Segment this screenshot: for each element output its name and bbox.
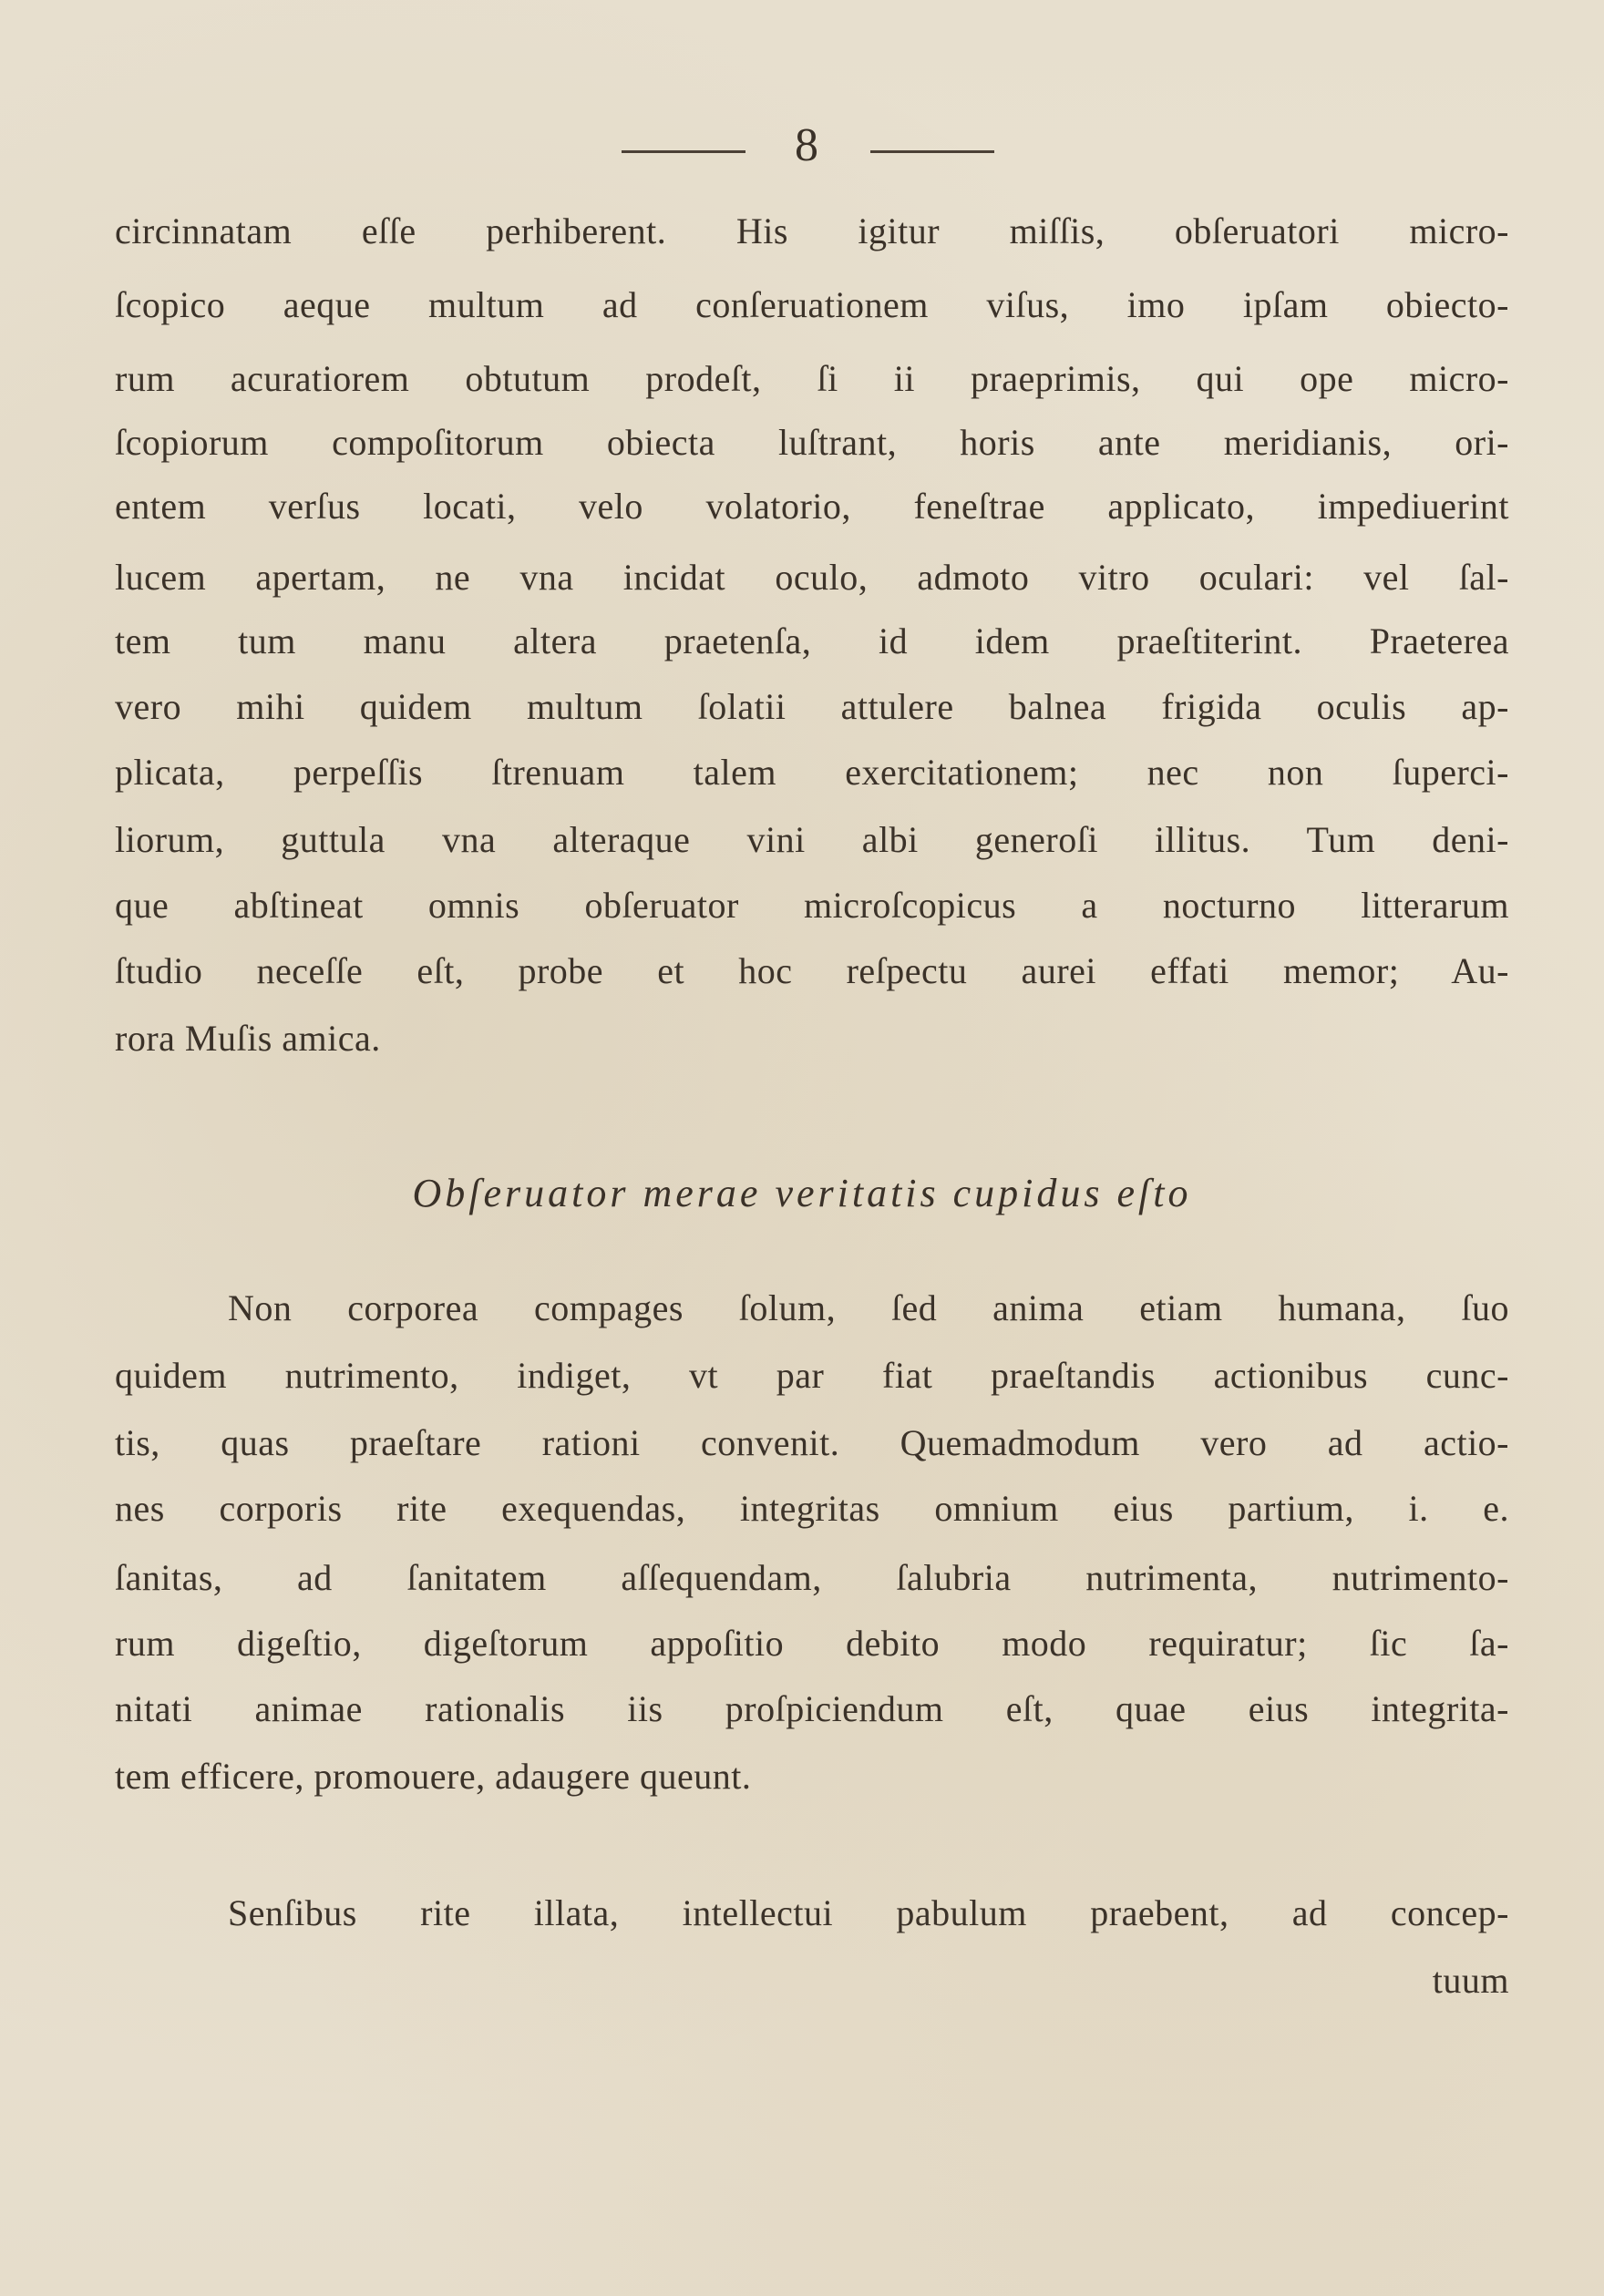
body-line: que abſtineat omnis obſeruator microſcopicus a nocturno litterarum: [115, 885, 1509, 926]
body-line: nitati animae rationalis iis proſpiciendum eſt, quae eius integrita-: [115, 1688, 1509, 1729]
body-line: tis, quas praeſtare rationi convenit. Quemadmodum vero ad actio-: [115, 1422, 1509, 1463]
body-line: ſanitas, ad ſanitatem aſſequendam, ſalubria nutrimenta, nutrimento-: [115, 1557, 1509, 1598]
body-line: plicata, perpeſſis ſtrenuam talem exercitationem; nec non ſuperci-: [115, 752, 1509, 793]
body-line: circinnatam eſſe perhiberent. His igitur miſſis, obſeruatori micro-: [115, 210, 1509, 251]
body-line: ſcopiorum compoſitorum obiecta luſtrant, horis ante meridianis, ori-: [115, 422, 1509, 463]
header-rule-right: [870, 150, 994, 153]
body-line: ſcopico aeque multum ad conſeruationem viſus, imo ipſam obiecto-: [115, 284, 1509, 325]
body-line: ſtudio neceſſe eſt, probe et hoc reſpectu aurei effati memor; Au-: [115, 950, 1509, 991]
body-line: rum acuratiorem obtutum prodeſt, ſi ii praeprimis, qui ope micro-: [115, 358, 1509, 399]
catchword: tuum: [1432, 1960, 1509, 2001]
header-rule-left: [622, 150, 745, 153]
body-line: quidem nutrimento, indiget, vt par fiat praeſtandis actionibus cunc-: [115, 1355, 1509, 1396]
body-line: liorum, guttula vna alteraque vini albi generoſi illitus. Tum deni-: [115, 819, 1509, 860]
body-line: nes corporis rite exequendas, integritas omnium eius partium, i. e.: [115, 1488, 1509, 1529]
body-line: tem tum manu altera praetenſa, id idem praeſtiterint. Praeterea: [115, 620, 1509, 661]
page-header: [0, 118, 1604, 173]
section-heading: Obſeruator merae veritatis cupidus eſto: [412, 1171, 1192, 1215]
body-line: rora Muſis amica.: [115, 1018, 381, 1059]
body-line: rum digeſtio, digeſtorum appoſitio debito modo requiratur; ſic ſa-: [115, 1623, 1509, 1664]
body-line: tem efficere, promouere, adaugere queunt.: [115, 1756, 752, 1797]
body-line: entem verſus locati, velo volatorio, feneſtrae applicato, impediuerint: [115, 486, 1509, 527]
body-line: vero mihi quidem multum ſolatii attulere balnea frigida oculis ap-: [115, 686, 1509, 727]
body-line: Non corporea compages ſolum, ſed anima etiam humana, ſuo: [228, 1287, 1509, 1328]
page-number: 8: [795, 119, 818, 171]
body-line: lucem apertam, ne vna incidat oculo, admoto vitro oculari: vel ſal-: [115, 557, 1509, 598]
body-line: Senſibus rite illata, intellectui pabulum praebent, ad concep-: [228, 1892, 1509, 1933]
